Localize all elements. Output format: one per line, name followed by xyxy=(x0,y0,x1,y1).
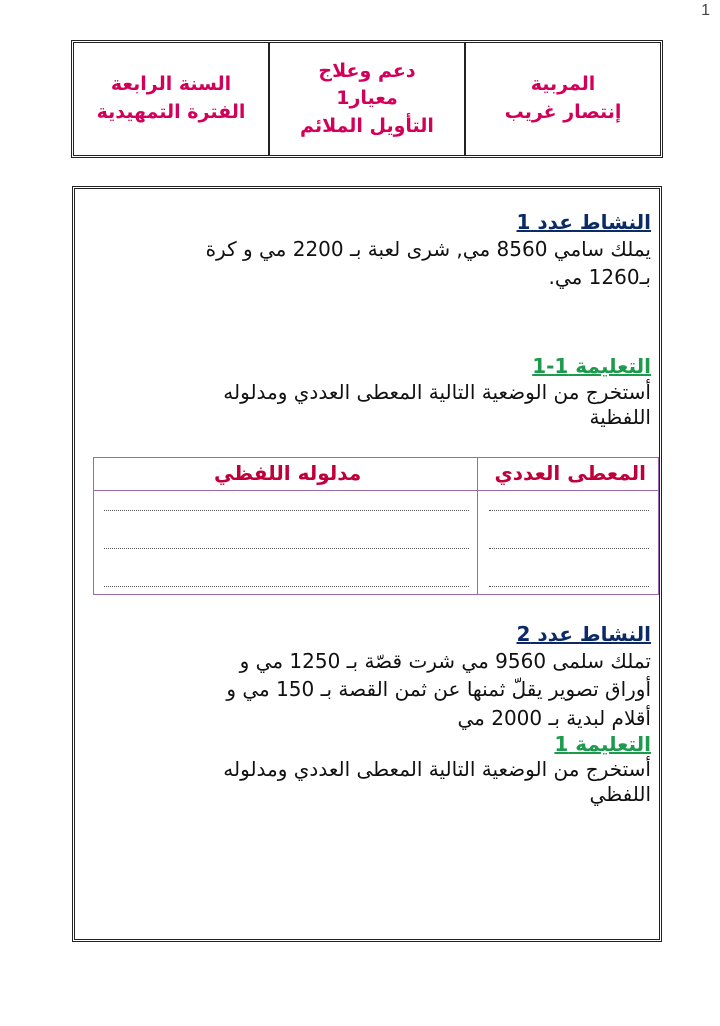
activity1-title: النشاط عدد 1 xyxy=(516,210,651,234)
header-teacher-label: المربية xyxy=(530,73,596,96)
instruction1-title: التعليمة 1-1 xyxy=(532,354,651,378)
activity1-section xyxy=(79,209,651,292)
instruction1-section xyxy=(79,353,651,429)
header-period: الفترة التمهيدية xyxy=(96,101,246,123)
instruction1-line1: أستخرج من الوضعية التالية المعطى العددي ومدلوله xyxy=(223,380,651,404)
page-number: 1 xyxy=(701,2,710,19)
instruction2-title: التعليمة 1 xyxy=(554,732,651,757)
activity1-text-line2: بـ1260 مي. xyxy=(548,265,651,290)
answer-line-numeric-3[interactable] xyxy=(489,586,649,587)
activity2-text-line3: أقلام لبدية بـ 2000 مي xyxy=(457,705,651,730)
answer-line-verbal-1[interactable] xyxy=(104,510,469,511)
answer-table-header-verbal: مدلوله اللفظي xyxy=(214,461,362,485)
header-grade: السنة الرابعة xyxy=(110,73,232,96)
answer-line-numeric-1[interactable] xyxy=(489,510,649,511)
answer-table xyxy=(93,457,659,595)
header-criterion: معيار1 xyxy=(336,87,398,110)
instruction2-line2: اللفظي xyxy=(589,782,651,807)
answer-table-divider xyxy=(477,458,478,594)
activity2-text-line2: أوراق تصوير يقلّ ثمنها عن ثمن القصة بـ 150 مي و xyxy=(226,677,651,702)
header-grade-cell xyxy=(74,43,270,155)
activity1-text-line1: يملك سامي 8560 مي, شرى لعبة بـ 2200 مي و كرة xyxy=(205,237,651,261)
activity2-text-line1: تملك سلمى 9560 مي شرت قصّة بـ 1250 مي و xyxy=(239,649,651,673)
header-topic: دعم وعلاج xyxy=(318,59,416,82)
activity2-title: النشاط عدد 2 xyxy=(516,622,651,646)
answer-line-verbal-3[interactable] xyxy=(104,586,469,587)
activity2-section xyxy=(79,621,651,806)
instruction1-line2: اللفظية xyxy=(589,405,651,429)
header-teacher-name: إنتصار غريب xyxy=(504,101,622,123)
header-table xyxy=(71,40,663,158)
header-teacher-cell xyxy=(466,43,660,155)
instruction2-line1: أستخرج من الوضعية التالية المعطى العددي ومدلوله xyxy=(223,757,651,782)
worksheet-box xyxy=(72,186,662,942)
header-criterion-name: التأويل الملائم xyxy=(300,114,434,137)
answer-line-numeric-2[interactable] xyxy=(489,548,649,549)
answer-line-verbal-2[interactable] xyxy=(104,548,469,549)
answer-table-header-numeric: المعطى العددي xyxy=(494,461,646,485)
header-topic-cell xyxy=(270,43,466,155)
